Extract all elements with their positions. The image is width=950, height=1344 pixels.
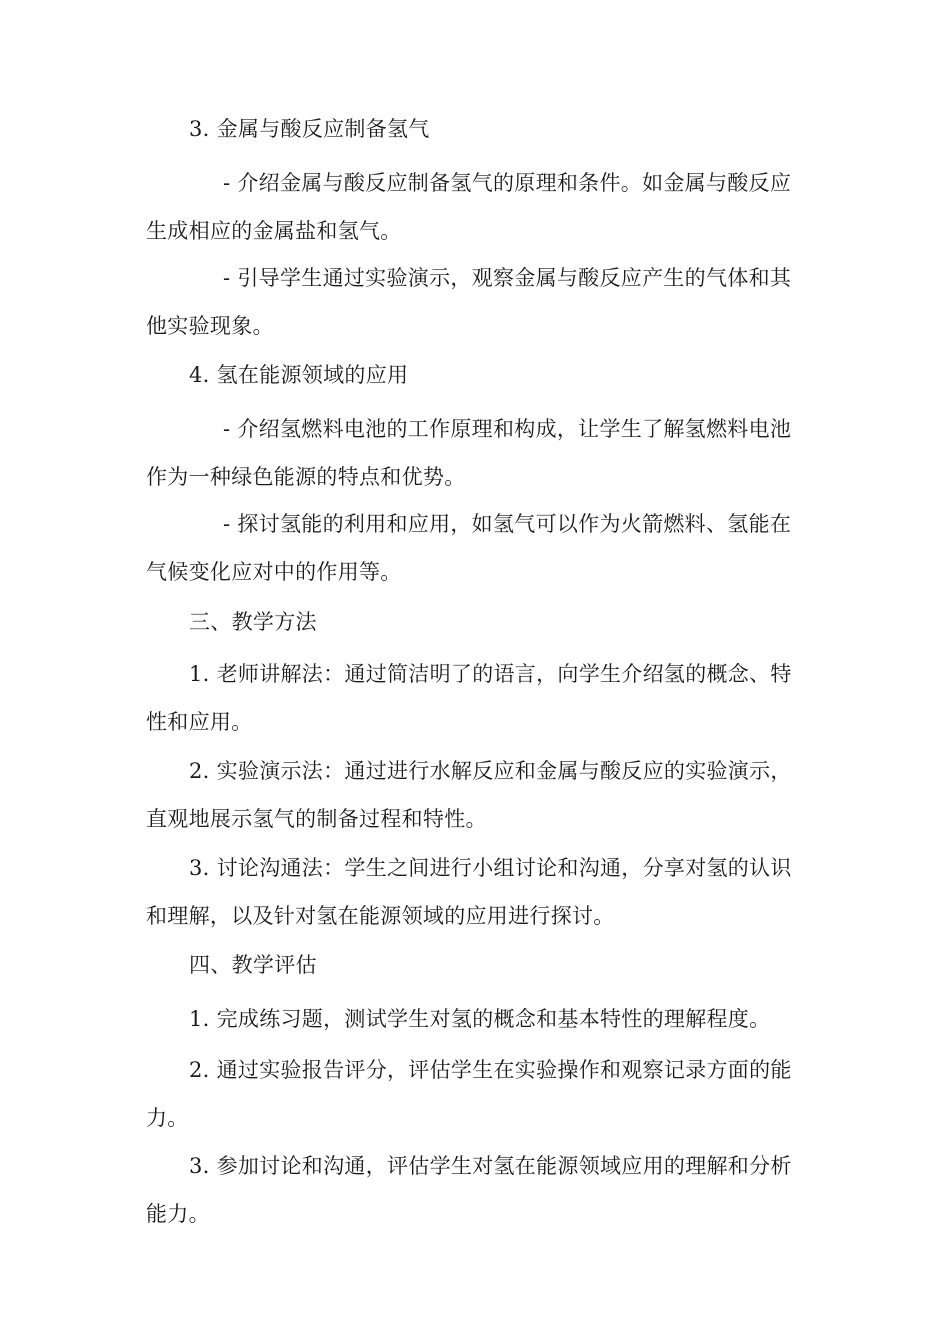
item-heading: 4. 氢在能源领域的应用 (189, 363, 409, 387)
numbered-paragraph: 3. 参加讨论和沟通，评估学生对氢在能源领域应用的理解和分析能力。 (146, 1154, 792, 1226)
section-heading: 三、教学方法 (189, 610, 317, 634)
numbered-paragraph: 1. 老师讲解法：通过简洁明了的语言，向学生介绍氢的概念、特性和应用。 (146, 662, 792, 734)
bullet-paragraph: - 介绍氢燃料电池的工作原理和构成，让学生了解氢燃料电池作为一种绿色能源的特点和优势。 (146, 417, 792, 489)
numbered-paragraph: 2. 通过实验报告评分，评估学生在实验操作和观察记录方面的能力。 (146, 1058, 792, 1130)
numbered-paragraph: 1. 完成练习题，测试学生对氢的概念和基本特性的理解程度。 (189, 1007, 771, 1031)
bullet-paragraph: - 引导学生通过实验演示，观察金属与酸反应产生的气体和其他实验现象。 (146, 266, 792, 338)
numbered-paragraph: 3. 讨论沟通法：学生之间进行小组讨论和沟通，分享对氢的认识和理解，以及针对氢在能源领域的应用进行探讨。 (146, 856, 792, 928)
section-heading: 四、教学评估 (189, 953, 317, 977)
bullet-paragraph: - 探讨氢能的利用和应用，如氢气可以作为火箭燃料、氢能在气候变化应对中的作用等。 (146, 512, 792, 584)
bullet-paragraph: - 介绍金属与酸反应制备氢气的原理和条件。如金属与酸反应生成相应的金属盐和氢气。 (146, 171, 792, 243)
numbered-paragraph: 2. 实验演示法：通过进行水解反应和金属与酸反应的实验演示，直观地展示氢气的制备过程和特性。 (146, 759, 792, 831)
item-heading: 3. 金属与酸反应制备氢气 (189, 117, 430, 141)
